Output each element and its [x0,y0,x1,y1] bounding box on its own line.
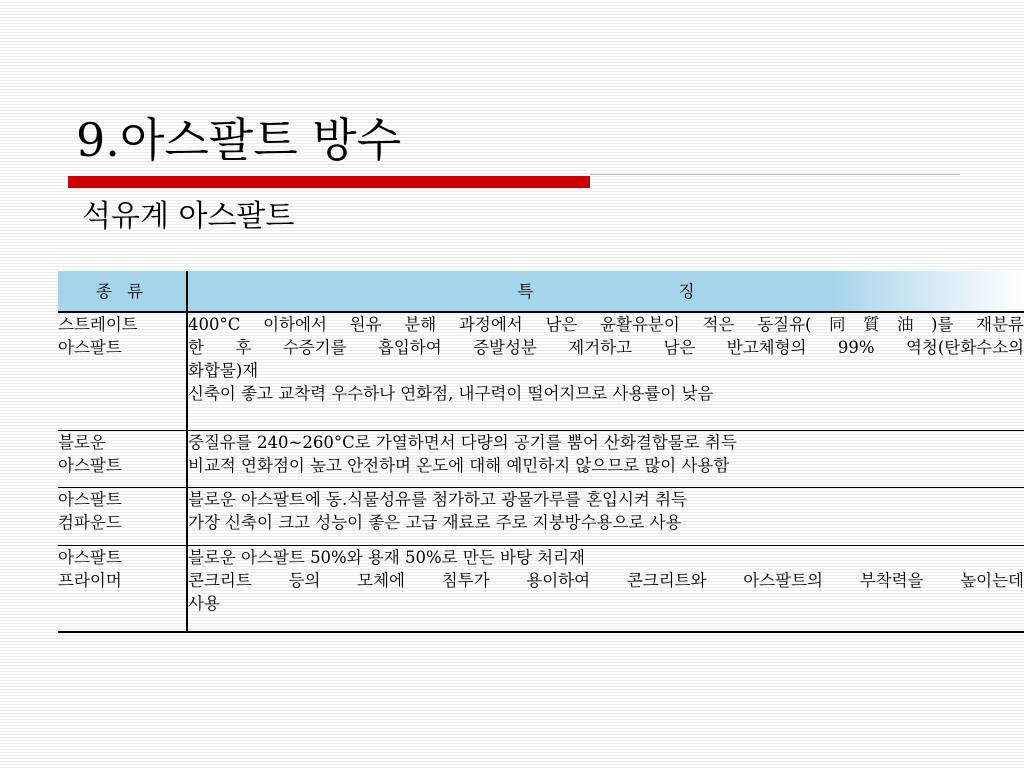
feature-line: 콘크리트 등의 모체에 침투가 용이하여 콘크리트와 아스팔트의 부착력을 높이는데 [188,571,1024,590]
type-line: 프라이머 [58,571,122,590]
feature-line: 가장 신축이 크고 성능이 좋은 고급 재료로 주로 지붕방수용으로 사용 [188,513,682,532]
slide-title: 9.아스팔트 방수 [76,113,402,167]
type-line: 컴파운드 [58,513,122,532]
feature-cell [187,488,1024,546]
feature-line: 신축이 좋고 교착력 우수하나 연화점, 내구력이 떨어지므로 사용률이 낮음 [188,384,714,403]
feature-line: 블로운 아스팔트에 동.식물성유를 첨가하고 광물가루를 혼입시켜 취득 [188,490,687,509]
asphalt-types-table [58,271,1024,633]
type-cell [58,312,187,431]
feature-line: 블로운 아스팔트 50%와 용재 50%로 만든 바탕 처리재 [188,548,585,567]
feature-line: 한 후 수증기를 흡입하여 증발성분 제거하고 남은 반고체형의 99% 역청(탄화수소의 [188,338,1024,357]
table-row-blown-asphalt [58,431,1024,488]
feature-line: 사용 [188,594,220,613]
feature-line: 비교적 연화점이 높고 안전하며 온도에 대해 예민하지 않으므로 많이 사용함 [188,456,730,475]
type-cell [58,488,187,546]
header-feature-label: 특 징 [517,281,695,301]
feature-cell [187,431,1024,488]
type-line: 블로운 [58,433,106,452]
title-divider-line [590,174,960,175]
feature-line: 400°C 이하에서 원유 분해 과정에서 남은 윤활유분이 적은 동질유(同質油)를 재분류 [188,315,1024,334]
header-feature [187,271,1024,312]
type-cell [58,546,187,633]
type-line: 아스팔트 [58,490,122,509]
feature-cell [187,546,1024,633]
table-row-asphalt-compound [58,488,1024,546]
table-header-row [58,271,1024,312]
type-line: 아스팔트 [58,548,122,567]
feature-cell [187,312,1024,431]
header-type: 종 류 [58,271,187,312]
type-cell [58,431,187,488]
feature-line: 화합물)재 [188,361,259,380]
type-line: 아스팔트 [58,456,122,475]
table-row-straight-asphalt [58,312,1024,431]
type-line: 아스팔트 [58,338,122,357]
feature-line: 중질유를 240~260°C로 가열하면서 다량의 공기를 뿜어 산화결합물로 취득 [188,433,737,452]
title-accent-bar [68,176,590,188]
slide-subtitle: 석유계 아스팔트 [82,199,295,234]
table-row-asphalt-primer [58,546,1024,633]
type-line: 스트레이트 [58,315,138,334]
